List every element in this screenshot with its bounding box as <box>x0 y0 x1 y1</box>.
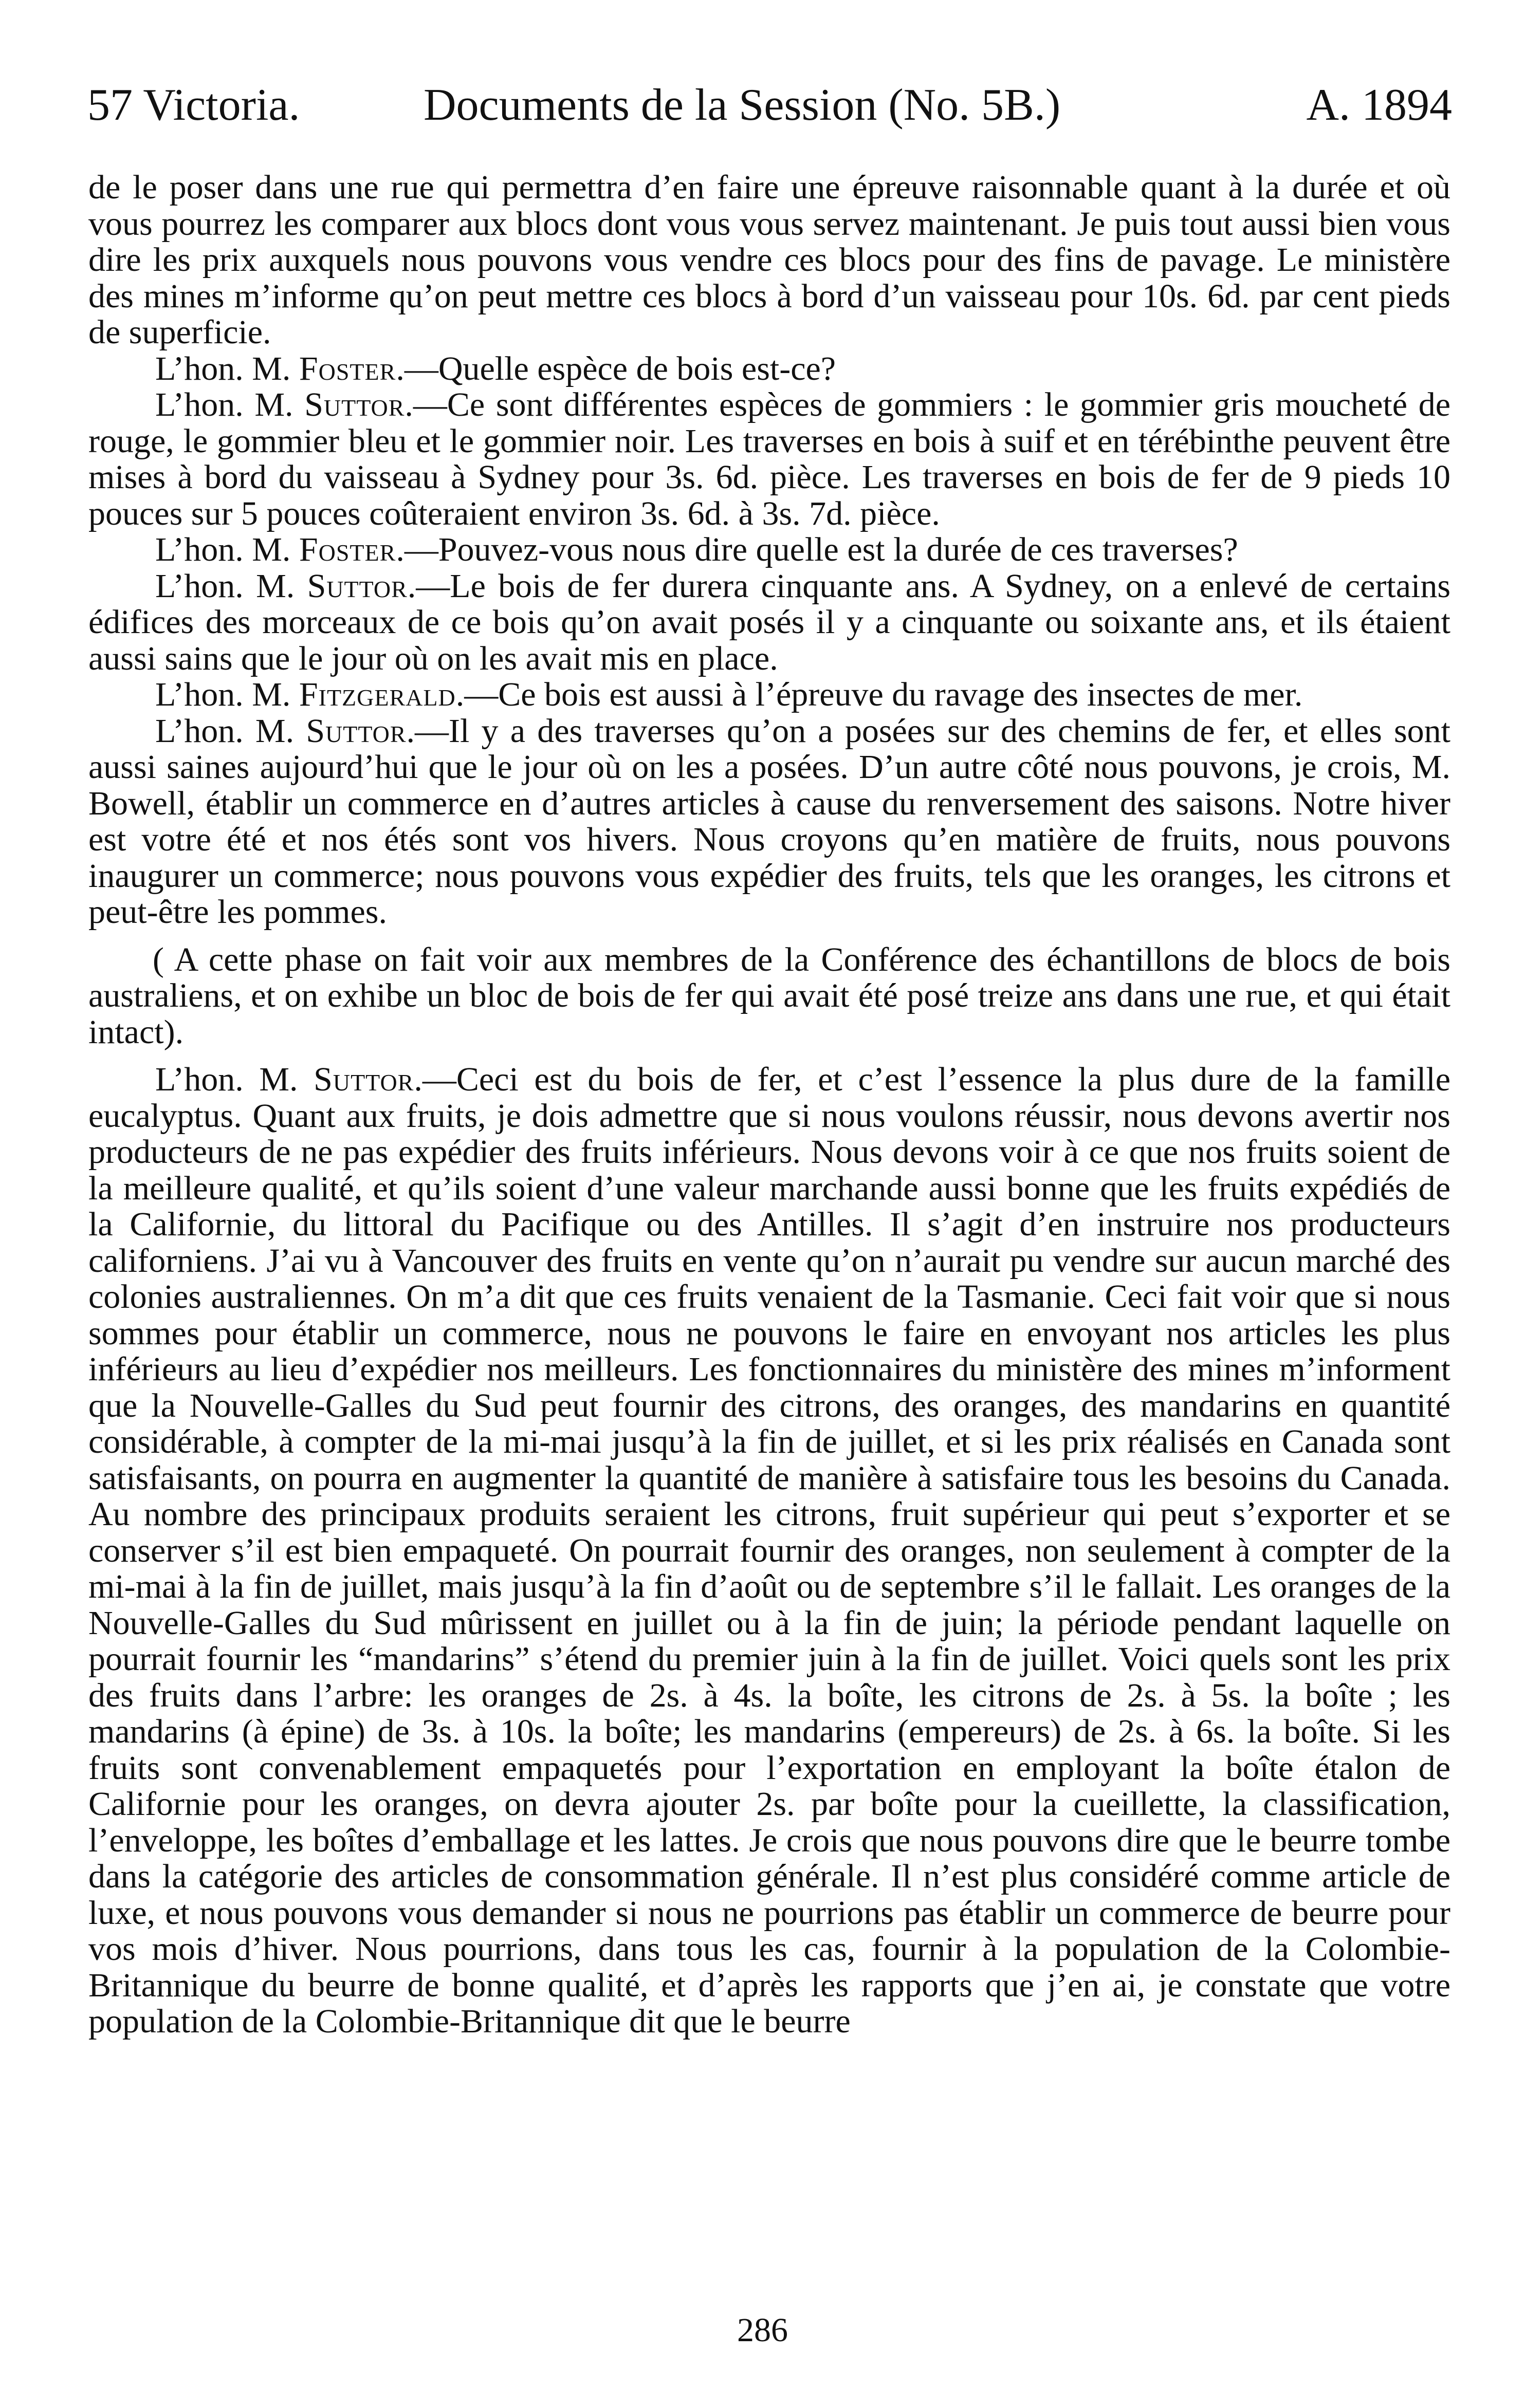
note-text: ( A cette phase on fait voir aux membres de la Conférence des échantillons de blocs de bois australiens, et on exhibe un bloc de bois de fer qui avait été posé treize ans dans une rue, et qui était intact). <box>88 940 1450 1051</box>
speech-suttor <box>88 713 1450 931</box>
speaker-name: Suttor <box>307 567 408 605</box>
speech-text: .—Quelle espèce de bois est-ce? <box>396 349 836 387</box>
running-header <box>87 77 1452 134</box>
speech-foster <box>88 351 1450 387</box>
stage-note <box>88 942 1450 1051</box>
speaker-name: Foster <box>299 349 396 387</box>
speech-text: .—Il y a des traverses qu’on a posées sur des chemins de fer, et elles sont aussi saines aujourd’hui que le jour où on les a posées. D’un autre côté nous pouvons, je crois, M. Bowell, établir un commerce en d’autres articles à cause du renversement des saisons. Notre hiver est votre été et nos étés sont vos hivers. Nous croyons qu’en matière de fruits, nous pouvons inaugurer un commerce; nous pouvons vous expédier des fruits, tels que les oranges, les citrons et peut-être les pommes. <box>88 712 1451 931</box>
paragraph-text: de le poser dans une rue qui permettra d’en faire une épreuve raisonnable quant à la durée et où vous pourrez les comparer aux blocs dont vous vous servez maintenant. Je puis tout aussi bien vous dire les prix auxquels nous pouvons vous vendre ces blocs pour des fins de pavage. Le ministère des mines m’informe qu’on peut mettre ces blocs à bord d’un vaisseau pour 10s. 6d. par cent pieds de superficie. <box>88 169 1450 351</box>
speech-fitzgerald <box>88 677 1450 713</box>
header-title: Documents de la Session (No. 5B.) <box>424 80 1061 130</box>
speech-text: .—Le bois de fer durera cinquante ans. A Sydney, on a enlevé de certains édifices des morceaux de ce bois qu’on avait posés il y a cinquante ou soixante ans, et ils étaient aussi sains que le jour où on les avait mis en place. <box>88 567 1451 677</box>
speaker-name: Suttor <box>314 1061 414 1098</box>
speaker-prefix: L’hon. M. <box>155 386 305 423</box>
speaker-prefix: L’hon. M. <box>155 531 299 568</box>
speaker-prefix: L’hon. M. <box>155 1061 314 1098</box>
paragraph-continuation <box>88 170 1450 351</box>
speaker-prefix: L’hon. M. <box>155 676 299 713</box>
speech-suttor <box>88 387 1450 532</box>
speech-text: .—Ceci est du bois de fer, et c’est l’essence la plus dure de la famille eucalyptus. Quant aux fruits, je dois admettre que si nous voulons réussir, nous devons avertir nos producteurs de ne pas expédier des fruits inférieurs. Nous devons voir à ce que nos fruits soient de la meilleure qualité, et qu’ils soient d’une valeur marchande aussi bonne que les fruits expédiés de la Californie, du littoral du Pacifique ou des Antilles. Il s’agit d’en instruire nos producteurs californiens. J’ai vu à Vancouver des fruits en vente qu’on n’aurait pu vendre sur aucun marché des colonies australiennes. On m’a dit que ces fruits venaient de la Tasmanie. Ceci fait voir que si nous sommes pour établir un commerce, nous ne pouvons le faire en envoyant nos articles les plus inférieurs au lieu d’expédier nos meilleurs. Les fonctionnaires du ministère des mines m’informent que la Nouvelle-Galles du Sud peut fournir des citrons, des oranges, des mandarins en quantité considérable, à compter de la mi-mai jusqu’à la fin de juillet, et si les prix réalisés en Canada sont satisfaisants, on pourra en augmenter la quantité de manière à satisfaire tous les besoins du Canada. Au nombre des principaux produits seraient les citrons, fruit supérieur qui peut s’exporter et se conserver s’il est bien empaqueté. On pourrait fournir des oranges, non seulement à compter de la mi-mai à la fin de juillet, mais jusqu’à la fin d’août ou de septembre s’il le fallait. Les oranges de la Nouvelle-Galles du Sud mûrissent en juillet ou à la fin de juin; la période pendant laquelle on pourrait fournir les “mandarins” s’étend du premier juin à la fin de juillet. Voici quels sont les prix des fruits dans l’arbre: les oranges de 2s. à 4s. la boîte, les citrons de 2s. à 5s. la boîte ; les mandarins (à épine) de 3s. à 10s. la boîte; les mandarins (empereurs) de 2s. à 6s. la boîte. Si les fruits sont convenablement empaquetés pour l’exportation en employant la boîte étalon de Californie pour les oranges, on devra ajouter 2s. par boîte pour la cueillette, la classification, l’enveloppe, les boîtes d’emballage et les lattes. Je crois que nous pouvons dire que le beurre tombe dans la catégorie des articles de consommation générale. Il n’est plus considéré comme article de luxe, et nous pouvons vous demander si nous ne pourrions pas établir un commerce de beurre pour vos mois d’hiver. Nous pourrions, dans tous les cas, fournir à la population de la Colombie-Britannique du beurre de bonne qualité, et d’après les rapports que j’en ai, je constate que votre population de la Colombie-Britannique dit que le beurre <box>88 1061 1451 2040</box>
speech-text: .—Ce sont différentes espèces de gommiers : le gommier gris moucheté de rouge, le gommier bleu et le gommier noir. Les traverses en bois à suif et en térébinthe peuvent être mises à bord du vaisseau à Sydney pour 3s. 6d. pièce. Les traverses en bois de fer de 9 pieds 10 pouces sur 5 pouces coûteraient environ 3s. 6d. à 3s. 7d. pièce. <box>88 386 1451 532</box>
page-number: 286 <box>737 2311 788 2349</box>
speech-text: .—Pouvez-vous nous dire quelle est la durée de ces traverses? <box>396 531 1238 568</box>
speech-suttor <box>88 1062 1450 2040</box>
body-text <box>88 170 1450 2040</box>
header-volume: 57 Victoria. <box>87 80 300 130</box>
speaker-prefix: L’hon. M. <box>155 567 307 605</box>
speaker-name: Suttor <box>304 386 405 423</box>
speech-text: .—Ce bois est aussi à l’épreuve du ravage des insectes de mer. <box>455 676 1303 713</box>
speaker-name: Suttor <box>306 712 407 750</box>
speaker-name: Fitzgerald <box>299 676 456 713</box>
header-year: A. 1894 <box>1306 80 1452 130</box>
speaker-prefix: L’hon. M. <box>155 712 306 750</box>
speech-foster <box>88 532 1450 568</box>
speaker-name: Foster <box>299 531 396 568</box>
speech-suttor <box>88 568 1450 677</box>
speaker-prefix: L’hon. M. <box>155 349 299 387</box>
